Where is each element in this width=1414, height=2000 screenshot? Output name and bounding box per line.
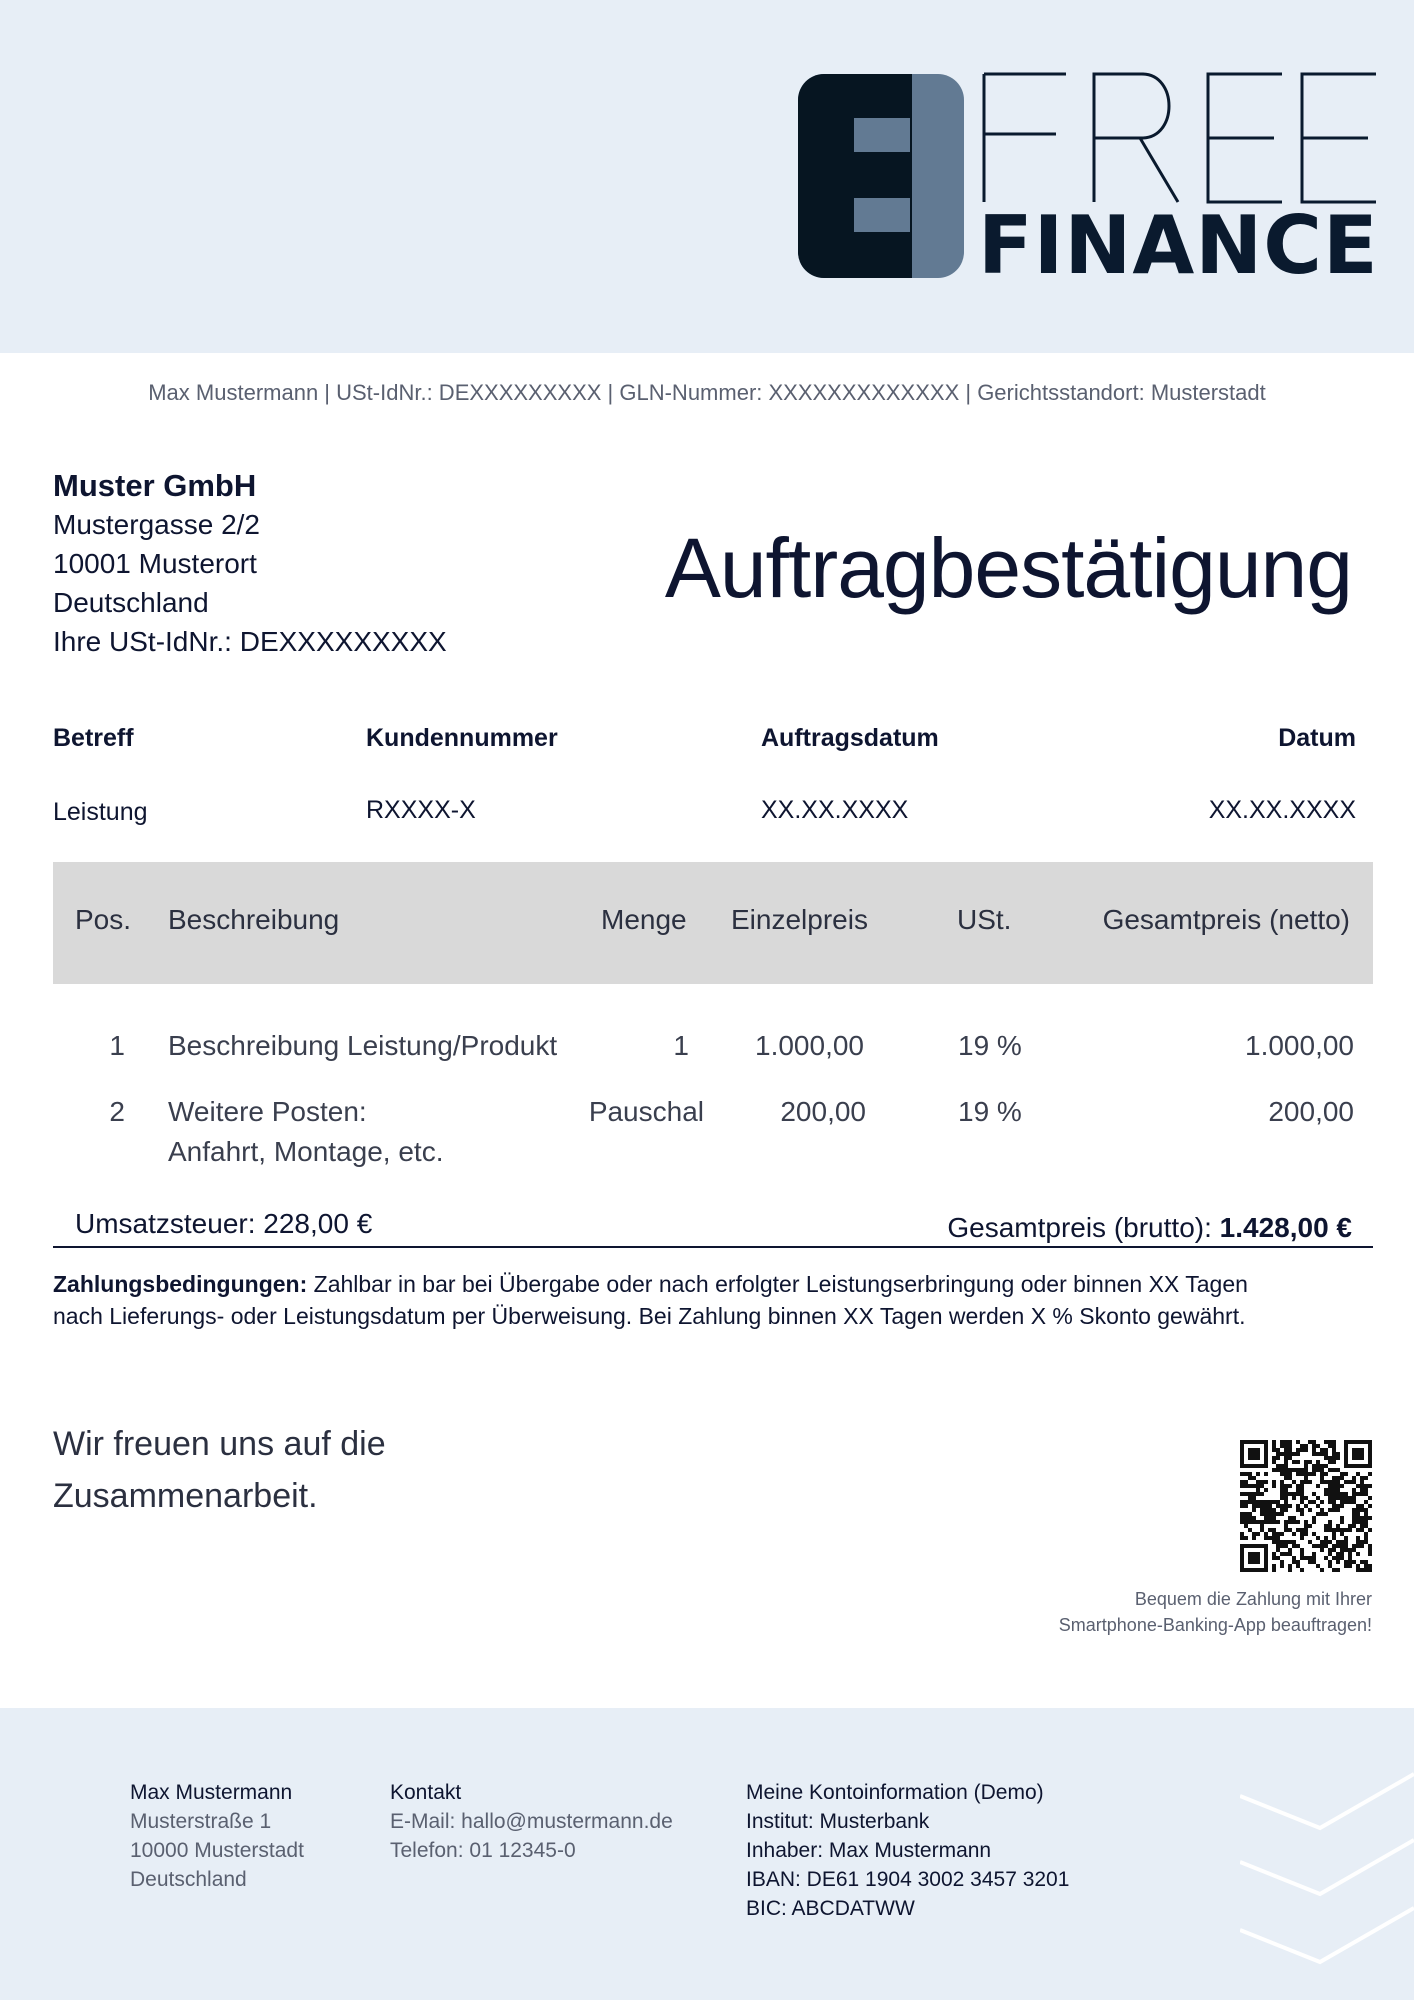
row-total: 200,00: [1268, 1096, 1354, 1127]
payment-terms: [53, 1268, 1253, 1332]
payment-terms-text: Zahlbar in bar bei Übergabe oder nach erfolgter Leistungserbringung oder binnen XX Tagen nach Lieferungs- oder Leistungsdatum per Überweisung. Bei Zahlung binnen XX Tagen werden X % Skonto gewährt.: [53, 1271, 1248, 1329]
footer-address: [130, 1778, 304, 1894]
recipient-city: 10001 Musterort: [53, 548, 257, 579]
row-tax: 19 %: [958, 1030, 1022, 1061]
qr-code-icon[interactable]: [1240, 1440, 1372, 1572]
gross-total-label: Gesamtpreis (brutto):: [947, 1212, 1220, 1243]
footer-street: Musterstraße 1: [130, 1810, 272, 1833]
document-title: Auftragbestätigung: [664, 521, 1352, 615]
order-date-label: Auftragsdatum: [761, 724, 939, 752]
recipient-company: Muster GmbH: [53, 468, 257, 503]
footer-contact: [390, 1778, 673, 1865]
column-header-tax: USt.: [957, 904, 1012, 935]
footer-country: Deutschland: [130, 1868, 247, 1891]
recipient-street: Mustergasse 2/2: [53, 509, 260, 540]
qr-caption: [1059, 1586, 1372, 1638]
recipient-country: Deutschland: [53, 587, 209, 618]
chevron-decoration-icon: [1240, 1766, 1414, 1966]
row-quantity: 1: [673, 1030, 689, 1061]
customer-number-label: Kundennummer: [366, 724, 558, 752]
summary-divider: [53, 1246, 1373, 1248]
logo-wordmark-finance: FINANCE: [978, 199, 1379, 292]
row-pos: 1: [109, 1030, 125, 1061]
column-header-description: Beschreibung: [168, 904, 340, 935]
row-description: Weitere Posten:: [168, 1096, 367, 1127]
gross-total-value: 1.428,00 €: [1219, 1212, 1352, 1243]
footer-name: Max Mustermann: [130, 1781, 293, 1804]
column-header-pos: Pos.: [75, 904, 132, 935]
footer-bank: [746, 1778, 1069, 1923]
subject-value: Leistung: [53, 798, 148, 826]
row-quantity: Pauschal: [588, 1096, 704, 1127]
date-label: Datum: [1278, 724, 1356, 752]
date-value: XX.XX.XXXX: [1208, 796, 1356, 824]
closing-line-2: Zusammenarbeit.: [53, 1477, 318, 1515]
company-logo: [798, 72, 1379, 292]
row-unit-price: 200,00: [780, 1096, 866, 1127]
closing-text: [53, 1418, 453, 1522]
column-header-total: Gesamtpreis (netto): [1102, 904, 1350, 935]
row-unit-price: 1.000,00: [755, 1030, 864, 1061]
recipient-address: [53, 466, 447, 661]
closing-line-1: Wir freuen uns auf die: [53, 1425, 386, 1463]
footer-bank-iban: IBAN: DE61 1904 3002 3457 3201: [746, 1868, 1070, 1891]
sender-line: Max Mustermann | USt-IdNr.: DEXXXXXXXXX | GLN-Nummer: XXXXXXXXXXXXX | Gerichtsstandort: Musterstadt: [148, 380, 1266, 405]
footer-city: 10000 Musterstadt: [130, 1839, 304, 1862]
payment-terms-label: Zahlungsbedingungen:: [53, 1271, 308, 1297]
column-header-quantity: Menge: [601, 904, 687, 935]
row-tax: 19 %: [958, 1096, 1022, 1127]
tax-summary: Umsatzsteuer: 228,00 €: [75, 1208, 373, 1239]
logo-wordmark-free: [982, 72, 1378, 204]
row-pos: 2: [109, 1096, 125, 1127]
qr-caption-line-1: Bequem die Zahlung mit Ihrer: [1134, 1589, 1372, 1609]
qr-caption-line-2: Smartphone-Banking-App beauftragen!: [1058, 1615, 1372, 1635]
row-description: Beschreibung Leistung/Produkt: [168, 1030, 558, 1061]
row-description-line2: Anfahrt, Montage, etc.: [168, 1136, 444, 1167]
logo-mark-icon: [798, 72, 968, 280]
customer-number-value: RXXXX-X: [366, 796, 476, 824]
footer-bank-owner: Inhaber: Max Mustermann: [746, 1839, 992, 1862]
footer-bank-heading: Meine Kontoinformation (Demo): [746, 1781, 1044, 1804]
footer-bank-institute: Institut: Musterbank: [746, 1810, 930, 1833]
gross-total: [947, 1212, 1352, 1244]
order-date-value: XX.XX.XXXX: [761, 796, 909, 824]
column-header-unit-price: Einzelpreis: [731, 904, 868, 935]
recipient-vat: Ihre USt-IdNr.: DEXXXXXXXXX: [53, 626, 447, 657]
row-total: 1.000,00: [1245, 1030, 1354, 1061]
footer-contact-heading: Kontakt: [390, 1781, 462, 1804]
footer-phone[interactable]: Telefon: 01 12345-0: [390, 1839, 576, 1862]
footer-bank-bic: BIC: ABCDATWW: [746, 1897, 915, 1920]
subject-label: Betreff: [53, 724, 134, 752]
footer-email[interactable]: E-Mail: hallo@mustermann.de: [390, 1810, 673, 1833]
